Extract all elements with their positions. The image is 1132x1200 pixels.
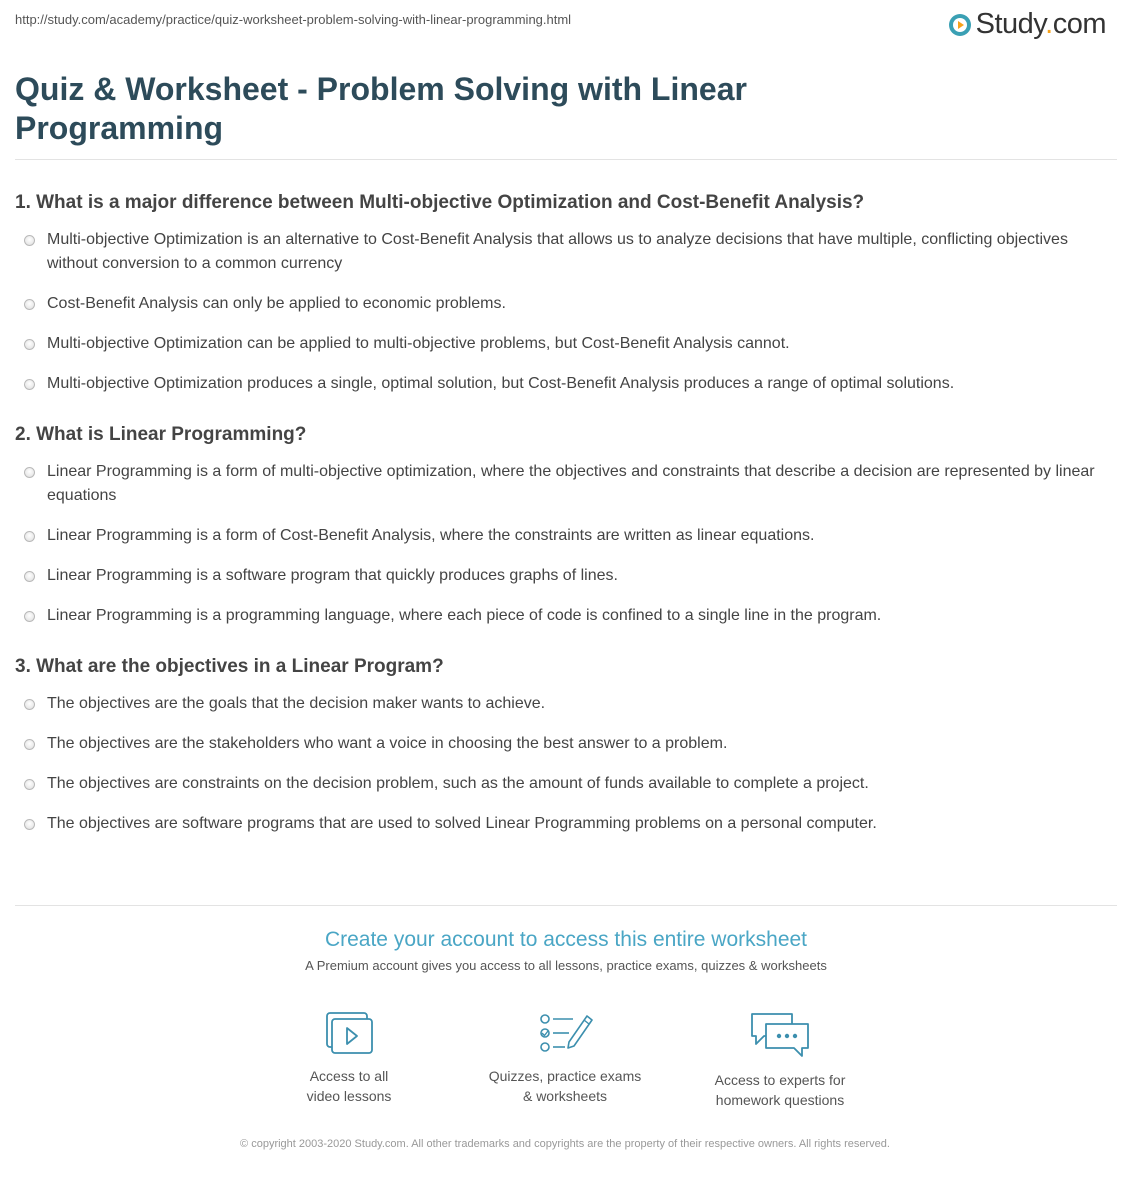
- answer-option[interactable]: Linear Programming is a programming language, where each piece of code is confined to a single line in the program.: [15, 604, 1117, 628]
- question-text: 3. What are the objectives in a Linear Program?: [15, 656, 444, 677]
- feature-label: Quizzes, practice exams & worksheets: [488, 1068, 642, 1104]
- question-3: [15, 654, 1117, 836]
- answer-list: [15, 228, 1117, 396]
- copyright-notice: © copyright 2003-2020 Study.com. All other trademarks and copyrights are the property of their respective owners. All rights reserved.: [240, 1138, 890, 1150]
- radio-button[interactable]: [24, 299, 35, 310]
- cta-divider: [15, 905, 1117, 906]
- signup-cta: [0, 926, 1132, 973]
- answer-option[interactable]: Linear Programming is a form of multi-objective optimization, where the objectives and constraints that describe a decision are represented by linear equations: [15, 460, 1117, 508]
- answer-option[interactable]: Multi-objective Optimization is an alternative to Cost-Benefit Analysis that allows us to analyze decisions that have multiple, conflicting objectives without conversion to a common currency: [15, 228, 1117, 276]
- feature-label: Access to experts for homework questions: [714, 1072, 846, 1108]
- question-text: 2. What is Linear Programming?: [15, 424, 307, 445]
- quiz-questions: [15, 190, 1117, 852]
- answer-option[interactable]: Linear Programming is a form of Cost-Benefit Analysis, where the constraints are written as linear equations.: [15, 524, 1117, 548]
- study-logo[interactable]: [948, 8, 1106, 41]
- radio-button[interactable]: [24, 699, 35, 710]
- study-logo-icon: [948, 13, 972, 37]
- question-text: 1. What is a major difference between Multi-objective Optimization and Cost-Benefit Analysis?: [15, 192, 865, 213]
- answer-option[interactable]: The objectives are the stakeholders who want a voice in choosing the best answer to a problem.: [15, 732, 1117, 756]
- question-1: [15, 190, 1117, 396]
- answer-option[interactable]: Linear Programming is a software program that quickly produces graphs of lines.: [15, 564, 1117, 588]
- quiz-checklist-icon: [535, 1010, 595, 1056]
- cta-subtitle: A Premium account gives you access to all lessons, practice exams, quizzes & worksheets: [305, 958, 827, 973]
- radio-button[interactable]: [24, 339, 35, 350]
- feature-quizzes: [475, 1010, 655, 1106]
- answer-option[interactable]: The objectives are the goals that the decision maker wants to achieve.: [15, 692, 1117, 716]
- answer-option[interactable]: Multi-objective Optimization produces a single, optimal solution, but Cost-Benefit Analysis produces a range of optimal solutions.: [15, 372, 1117, 396]
- feature-list: [0, 1010, 1132, 1110]
- logo-wordmark: Study.com: [975, 8, 1106, 40]
- answer-option[interactable]: Multi-objective Optimization can be applied to multi-objective problems, but Cost-Benefit Analysis cannot.: [15, 332, 1117, 356]
- feature-label: Access to all video lessons: [306, 1068, 392, 1104]
- radio-button[interactable]: [24, 571, 35, 582]
- question-2: [15, 422, 1117, 628]
- title-divider: [15, 159, 1117, 160]
- answer-list: [15, 692, 1117, 836]
- radio-button[interactable]: [24, 379, 35, 390]
- page-title: Quiz & Worksheet - Problem Solving with Linear Programming: [15, 71, 747, 146]
- feature-experts: [690, 1010, 870, 1110]
- feature-video-lessons: [259, 1010, 439, 1106]
- answer-option[interactable]: Cost-Benefit Analysis can only be applied to economic problems.: [15, 292, 1117, 316]
- radio-button[interactable]: [24, 819, 35, 830]
- radio-button[interactable]: [24, 611, 35, 622]
- answer-list: [15, 460, 1117, 628]
- answer-option[interactable]: The objectives are constraints on the decision problem, such as the amount of funds available to complete a project.: [15, 772, 1117, 796]
- answer-option[interactable]: The objectives are software programs that are used to solved Linear Programming problems on a personal computer.: [15, 812, 1117, 836]
- radio-button[interactable]: [24, 779, 35, 790]
- page-url: http://study.com/academy/practice/quiz-worksheet-problem-solving-with-linear-programming.html: [15, 12, 572, 27]
- video-lessons-icon: [321, 1010, 377, 1056]
- radio-button[interactable]: [24, 531, 35, 542]
- chat-bubbles-icon: [748, 1010, 812, 1060]
- radio-button[interactable]: [24, 235, 35, 246]
- cta-link[interactable]: Create your account to access this entire worksheet: [324, 928, 808, 951]
- radio-button[interactable]: [24, 467, 35, 478]
- radio-button[interactable]: [24, 739, 35, 750]
